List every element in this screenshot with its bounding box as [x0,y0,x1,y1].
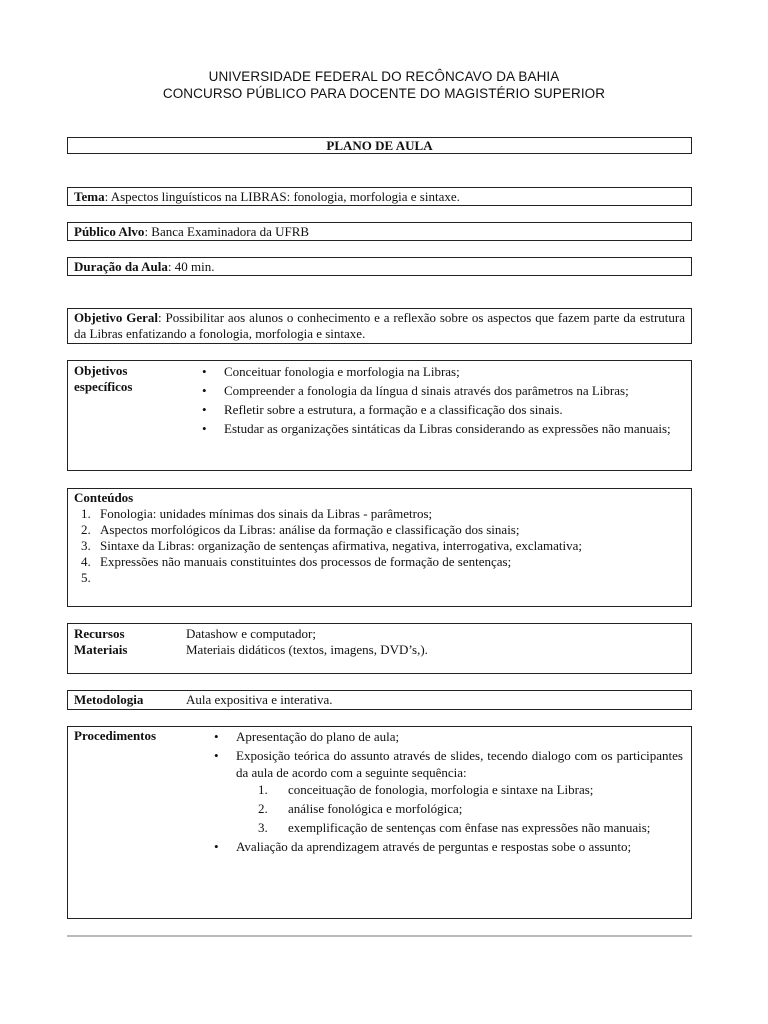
bullet-icon: • [202,364,207,379]
page-title: PLANO DE AULA [67,137,692,154]
list-item: 4. Expressões não manuais constituintes dos processos de formação de sentenças; [94,554,685,570]
tema-box [67,187,692,206]
procedimentos-box [67,726,692,919]
publico-value: : Banca Examinadora da UFRB [144,224,310,239]
list-item: • Estudar as organizações sintáticas da Libras considerando as expressões não manuais; [202,421,671,436]
recursos-box [67,623,692,674]
bullet-icon: • [214,748,219,763]
sub-list-item: 3. exemplificação de sentenças com ênfase nas expressões não manuais; [258,820,651,835]
list-item: • Apresentação do plano de aula; [214,729,400,744]
list-item: 3. Sintaxe da Libras: organização de sentenças afirmativa, negativa, interrogativa, exclamativa; [94,538,685,554]
bullet-icon: • [202,421,207,436]
duracao-value: : 40 min. [167,259,215,274]
recursos-label-2: Materiais [74,642,128,657]
bullet-icon: • [214,729,219,744]
publico-box [67,222,692,241]
publico-label: Público Alvo [74,224,145,239]
contest-title: CONCURSO PÚBLICO PARA DOCENTE DO MAGISTÉRIO SUPERIOR [162,86,606,101]
list-item: • Avaliação da aprendizagem através de perguntas e respostas sobe o assunto; [214,839,632,854]
list-item: • Refletir sobre a estrutura, a formação e a classificação dos sinais. [202,402,563,417]
list-item: • Exposição teórica do assunto através de slides, tecendo dialogo com os participantes da aula de acordo com a seguinte sequência: 1. conceituação de fonologia, morfologia e sintaxe na Libras; 2. análise fonológica e morfológica; 3. exemplificação de sentenças com ênfase nas expressões não manuais; [214,748,683,835]
sub-list-item: 1. conceituação de fonologia, morfologia e sintaxe na Libras; [258,782,594,797]
metodologia-box [67,690,692,710]
sub-list-item: 2. análise fonológica e morfológica; [258,801,463,816]
list-item: • Conceituar fonologia e morfologia na Libras; [202,364,460,379]
list-item [94,570,685,586]
recursos-line-1: Datashow e computador; [186,626,316,641]
procedimentos-label: Procedimentos [74,728,157,743]
conteudos-label: Conteúdos [74,490,134,505]
duracao-label: Duração da Aula [74,259,168,274]
list-item: • Compreender a fonologia da língua d sinais através dos parâmetros na Libras; [202,383,629,398]
duracao-box [67,257,692,276]
tema-label: Tema [74,189,105,204]
objetivos-label-1: Objetivos [74,363,128,378]
metodologia-value: Aula expositiva e interativa. [186,692,333,707]
objetivo-geral-value: : Possibilitar aos alunos o conhecimento e a reflexão sobre os aspectos que fazem parte da estrutura da Libras enfatizando a fonologia, morfologia e sintaxe. [74,310,685,341]
recursos-label-1: Recursos [74,626,125,641]
objetivos-label-2: específicos [74,379,133,394]
metodologia-label: Metodologia [74,692,144,707]
conteudos-box [67,488,692,607]
bullet-icon: • [202,383,207,398]
bullet-icon: • [214,839,219,854]
university-name: UNIVERSIDADE FEDERAL DO RECÔNCAVO DA BAHIA [208,69,560,84]
objetivo-geral-label: Objetivo Geral [74,310,159,325]
objetivos-especificos-box [67,360,692,471]
list-item: 2. Aspectos morfológicos da Libras: análise da formação e classificação dos sinais; [94,522,685,538]
recursos-line-2: Materiais didáticos (textos, imagens, DVD’s,). [186,642,428,657]
bullet-icon: • [202,402,207,417]
page-divider [67,935,692,937]
objetivo-geral-box [67,308,692,344]
tema-value: : Aspectos linguísticos na LIBRAS: fonologia, morfologia e sintaxe. [104,189,460,204]
list-item: 1. Fonologia: unidades mínimas dos sinais da Libras - parâmetros; [94,506,685,522]
